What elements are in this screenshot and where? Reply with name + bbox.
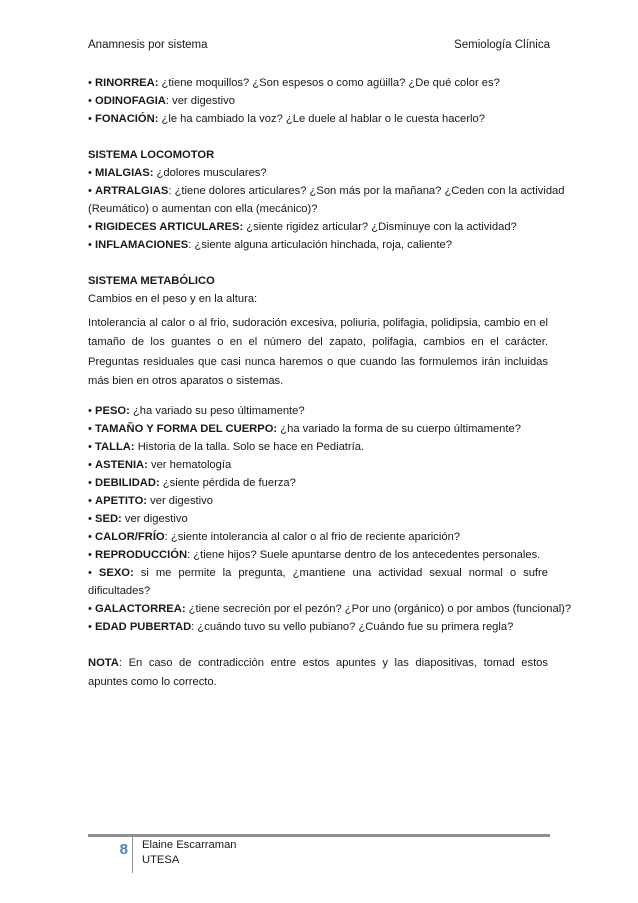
item-text: ¿siente pérdida de fuerza? (159, 476, 296, 489)
item-term: RIGIDECES ARTICULARES: (95, 221, 244, 233)
item-text: ¿le ha cambiado la voz? ¿Le duele al hablar o le cuesta hacerlo? (158, 113, 485, 125)
item-text: ¿ha variado su peso últimamente? (129, 404, 305, 417)
item-term: ASTENIA: (95, 458, 148, 471)
item-text: ¿tiene moquillos? ¿Son espesos o como agüilla? ¿De qué color es? (158, 77, 500, 89)
list-item: • INFLAMACIONES: ¿siente alguna articulación hinchada, roja, caliente? (88, 239, 452, 251)
list-item: • MIALGIAS: ¿dolores musculares? (88, 167, 267, 179)
note-paragraph (88, 654, 548, 693)
item-term: DEBILIDAD: (95, 476, 160, 489)
item-text: : ver digestivo (165, 95, 235, 107)
list-item: • CALOR/FRÍO: ¿siente intolerancia al calor o al frio de reciente aparición? (88, 530, 461, 543)
header-left: Anamnesis por sistema (88, 39, 208, 51)
item-term: ARTRALGIAS (95, 185, 169, 197)
item-text: ¿dolores musculares? (153, 167, 267, 179)
item-continuation: (Reumático) o aumentan con ella (mecánico)? (88, 203, 318, 215)
item-text: : ¿siente alguna articulación hinchada, roja, caliente? (188, 239, 452, 251)
list-item: • ASTENIA: ver hematología (88, 458, 232, 471)
item-term: CALOR/FRÍO (95, 530, 165, 543)
locomotor-items-list (88, 164, 565, 254)
list-item: • SED: ver digestivo (88, 512, 188, 525)
item-text: : ¿siente intolerancia al calor o al frio de reciente aparición? (164, 530, 461, 543)
metabolico-subtitle: Cambios en el peso y en la altura: (88, 293, 258, 305)
item-text: ¿siente rigidez articular? ¿Disminuye con la actividad? (243, 221, 517, 233)
item-text: ver digestivo (147, 494, 213, 507)
list-item: • DEBILIDAD: ¿siente pérdida de fuerza? (88, 476, 296, 489)
item-term: FONACIÓN: (95, 113, 159, 125)
list-item: • GALACTORREA: ¿tiene secreción por el pezón? ¿Por uno (orgánico) o por ambos (funcional)? (88, 602, 572, 615)
item-term: REPRODUCCIÓN (95, 548, 188, 561)
item-text: ¿ha variado la forma de su cuerpo últimamente? (277, 422, 521, 435)
list-item: • APETITO: ver digestivo (88, 494, 213, 507)
item-term: SEXO: (98, 566, 134, 579)
metabolico-items-list (88, 402, 572, 636)
list-item: • ARTRALGIAS: ¿tiene dolores articulares? ¿Son más por la mañana? ¿Ceden con la actividad (88, 185, 565, 197)
section-title-metabolico: SISTEMA METABÓLICO (88, 275, 215, 287)
item-term: SED: (95, 512, 122, 525)
item-term: INFLAMACIONES (95, 239, 189, 251)
list-item: • RIGIDECES ARTICULARES: ¿siente rigidez articular? ¿Disminuye con la actividad? (88, 221, 517, 233)
list-item: • EDAD PUBERTAD: ¿cuándo tuvo su vello pubiano? ¿Cuándo fue su primera regla? (88, 620, 514, 633)
item-term: EDAD PUBERTAD (95, 620, 192, 633)
page-footer (88, 837, 388, 873)
item-text: ver hematología (147, 458, 232, 471)
footer-divider (132, 837, 133, 873)
list-item: • REPRODUCCIÓN: ¿tiene hijos? Suele apuntarse dentro de los antecedentes personales. (88, 548, 541, 561)
item-text: ver digestivo (121, 512, 188, 525)
note-text: : En caso de contradicción entre estos apuntes y las diapositivas, tomad estos apuntes como lo correcto. (88, 656, 548, 689)
list-item: • TAMAÑO Y FORMA DEL CUERPO: ¿ha variado la forma de su cuerpo últimamente? (88, 422, 521, 435)
list-item: • ODINOFAGIA: ver digestivo (88, 95, 235, 107)
item-text: : ¿tiene dolores articulares? ¿Son más por la mañana? ¿Ceden con la actividad (168, 185, 565, 197)
item-term: GALACTORREA: (95, 602, 186, 615)
list-item: • PESO: ¿ha variado su peso últimamente? (88, 404, 305, 417)
top-items-list (88, 74, 548, 128)
list-item: • TALLA: Historia de la talla. Solo se hace en Pediatría. (88, 440, 365, 453)
section-title-locomotor: SISTEMA LOCOMOTOR (88, 149, 215, 161)
item-term: ODINOFAGIA (95, 95, 166, 107)
metabolico-paragraph: Intolerancia al calor o al frio, sudoración excesiva, poliuria, polifagia, polidipsia, cambio en el tamaño de los guantes o en el número del zapato, polifagia, cambios en el carácter. Preguntas residuales que casi nunca haremos o que cuando las formulemos irán incluidas más bien en otros aparatos o sistemas. (88, 317, 548, 388)
header-right: Semiología Clínica (454, 39, 550, 51)
page-number: 8 (119, 841, 128, 858)
item-term: APETITO: (95, 494, 148, 507)
item-term: RINORREA: (95, 77, 159, 89)
note-term: NOTA (88, 656, 119, 669)
item-text: : ¿tiene hijos? Suele apuntarse dentro de los antecedentes personales. (187, 548, 541, 561)
item-text: si me permite la pregunta, ¿mantiene una actividad sexual normal o sufre dificultades? (88, 566, 548, 597)
item-text: ¿tiene secreción por el pezón? ¿Por uno (orgánico) o por ambos (funcional)? (185, 602, 572, 615)
item-term: MIALGIAS: (95, 167, 154, 179)
list-item: • RINORREA: ¿tiene moquillos? ¿Son espesos o como agüilla? ¿De qué color es? (88, 77, 500, 89)
item-text: Historia de la talla. Solo se hace en Pediatría. (134, 440, 365, 453)
footer-institution: UTESA (142, 854, 180, 866)
item-text: : ¿cuándo tuvo su vello pubiano? ¿Cuándo fue su primera regla? (191, 620, 514, 633)
list-item: • FONACIÓN: ¿le ha cambiado la voz? ¿Le duele al hablar o le cuesta hacerlo? (88, 113, 485, 125)
item-term: TAMAÑO Y FORMA DEL CUERPO: (95, 422, 278, 435)
item-term: PESO: (95, 404, 130, 417)
list-item: • SEXO: si me permite la pregunta, ¿mantiene una actividad sexual normal o sufre dificultades? (88, 566, 548, 597)
document-body (88, 74, 572, 692)
item-term: TALLA: (95, 440, 135, 453)
footer-author: Elaine Escarraman (142, 839, 237, 851)
page-header (88, 39, 550, 51)
